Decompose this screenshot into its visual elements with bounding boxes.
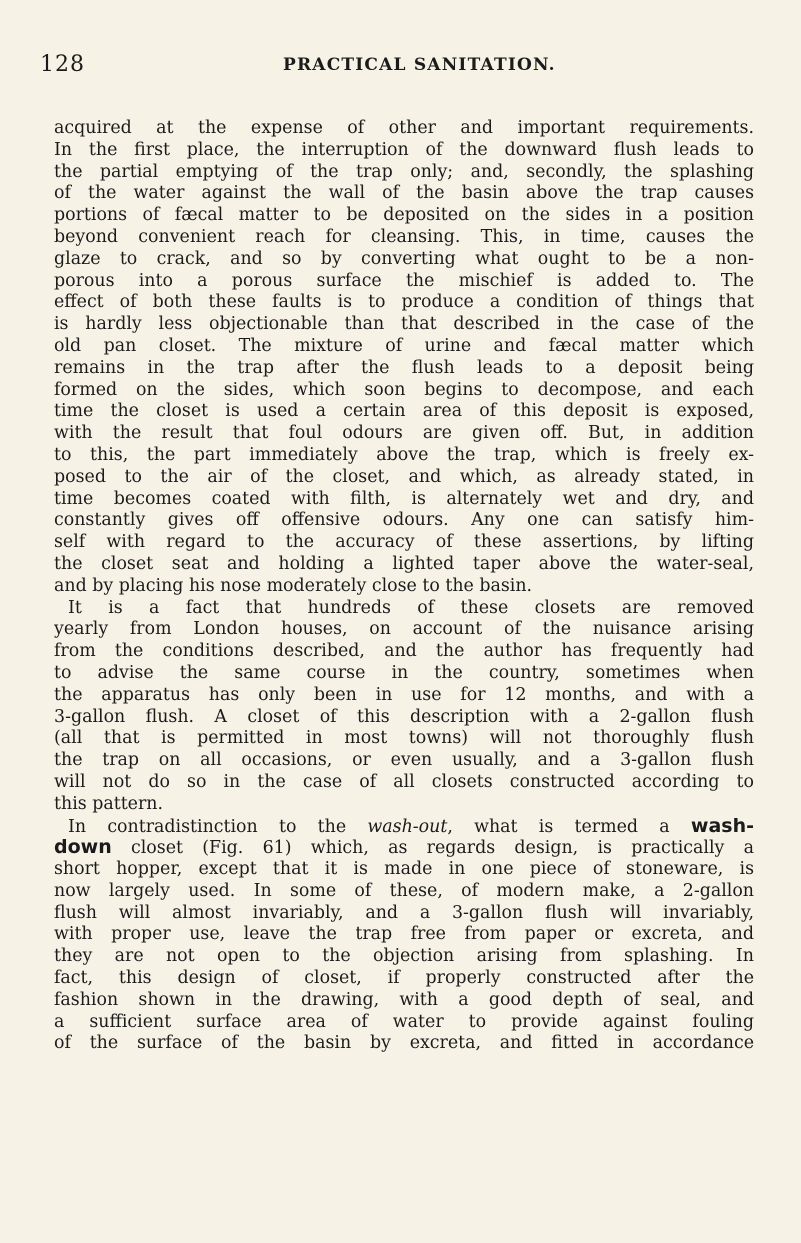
text-line: glaze to crack, and so by converting what ought to be a non- [54,248,754,269]
text-line: posed to the air of the closet, and which, as already stated, in [54,466,754,487]
text-line: the partial emptying of the trap only; and, secondly, the splashing [54,161,754,182]
text-line: (all that is permitted in most towns) will not thoroughly flush [54,728,754,749]
text-line: fashion shown in the drawing, with a good depth of seal, and [54,989,754,1010]
text-line: fact, this design of closet, if properly constructed after the [54,968,754,989]
text-line: constantly gives off offensive odours. Any one can satisfy him- [54,510,754,531]
text-line: is hardly less objectionable than that described in the case of the [54,314,754,335]
text-line: flush will almost invariably, and a 3-gallon flush will invariably, [54,902,754,923]
text-run: closet (Fig. 61) which, as regards design, is practically a [111,838,754,859]
text-line: this pattern. [54,793,164,814]
text-run: In contradistinction to the [68,816,368,837]
text-line: remains in the trap after the flush leads to a deposit being [54,357,754,378]
text-line: and by placing his nose moderately close to the basin. [54,575,533,596]
text-line: self with regard to the accuracy of these assertions, by lifting [54,532,754,553]
text-line: a sufficient surface area of water to provide against fouling [54,1011,754,1032]
text-line: to advise the same course in the country, sometimes when [54,662,754,683]
body-text [54,118,754,1055]
text-line: porous into a porous surface the mischief is added to. The [54,270,754,291]
text-line: In the first place, the interruption of the downward flush leads to [54,139,754,160]
text-line [54,837,754,859]
text-line: formed on the sides, which soon begins to decompose, and each [54,379,754,400]
text-line: the closet seat and holding a lighted taper above the water-seal, [54,553,754,574]
text-line: beyond convenient reach for cleansing. This, in time, causes the [54,226,754,247]
text-line: of the water against the wall of the basin above the trap causes [54,183,754,204]
emphasized-term: down [54,837,112,859]
text-line: now largely used. In some of these, of modern make, a 2-gallon [54,880,754,901]
text-line: time becomes coated with filth, is alternately wet and dry, and [54,488,754,509]
text-line: with proper use, leave the trap free from paper or excreta, and [54,924,754,945]
page-header [40,52,740,82]
text-line: portions of fæcal matter to be deposited on the sides in a position [54,205,754,226]
text-line: to this, the part immediately above the trap, which is freely ex- [54,444,754,465]
text-line: will not do so in the case of all closets constructed according to [54,771,754,792]
text-line: from the conditions described, and the author has frequently had [54,641,754,662]
text-line: the apparatus has only been in use for 12 months, and with a [54,684,754,705]
text-line: 3-gallon flush. A closet of this description with a 2-gallon flush [54,706,754,727]
emphasized-term: wash- [690,815,754,837]
text-line: the trap on all occasions, or even usually, and a 3-gallon flush [54,750,754,771]
text-line: effect of both these faults is to produce a condition of things that [54,292,754,313]
text-line: time the closet is used a certain area of this deposit is exposed, [54,401,754,422]
text-line: they are not open to the objection arising from splashing. In [54,946,754,967]
text-line [54,816,754,838]
italic-term: wash-out [367,816,448,837]
text-line: yearly from London houses, on account of the nuisance arising [54,619,754,640]
text-line: with the result that foul odours are given off. But, in addition [54,423,754,444]
running-head: PRACTICAL SANITATION. [283,55,556,75]
text-line: It is a fact that hundreds of these closets are removed [68,597,754,618]
text-line: acquired at the expense of other and important requirements. [54,118,754,138]
text-line: short hopper, except that it is made in one piece of stoneware, is [54,859,754,880]
text-run: , what is termed a [447,816,691,837]
text-line: old pan closet. The mixture of urine and fæcal matter which [54,335,754,356]
page-number: 128 [40,52,85,77]
text-line: of the surface of the basin by excreta, and fitted in accordance [54,1033,754,1054]
